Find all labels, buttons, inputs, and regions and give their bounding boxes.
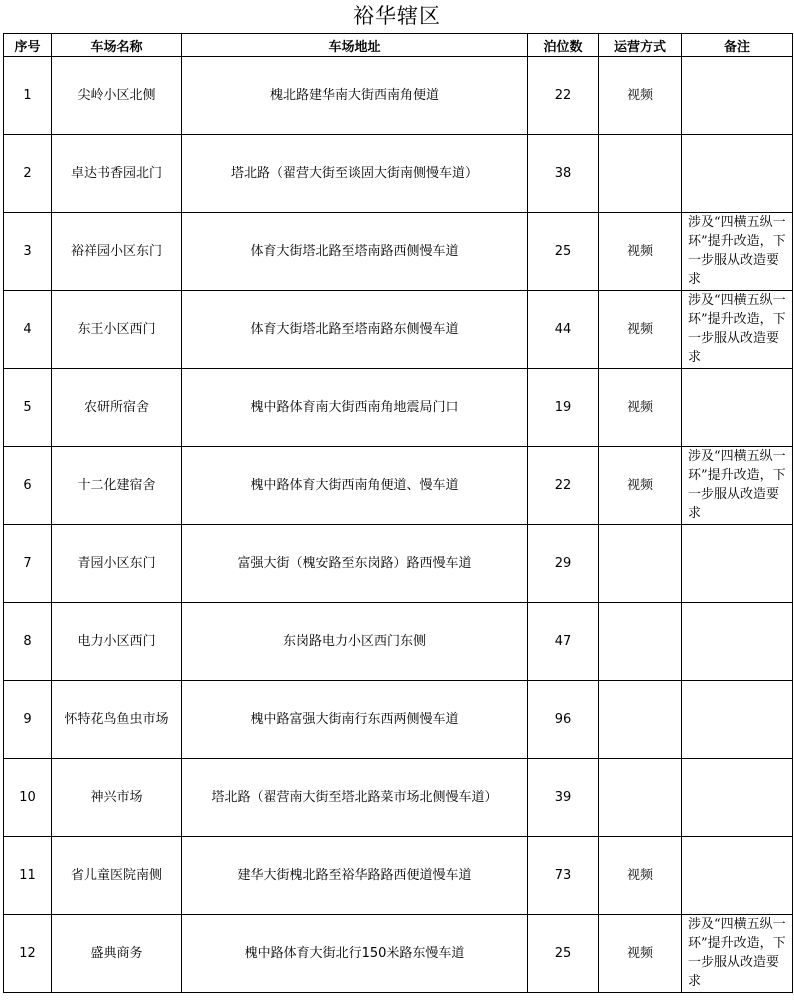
cell-address: 槐北路建华南大街西南角便道 bbox=[182, 57, 528, 135]
cell-spaces: 25 bbox=[528, 213, 599, 291]
cell-address: 槐中路体育大街西南角便道、慢车道 bbox=[182, 447, 528, 525]
header-spaces: 泊位数 bbox=[528, 34, 599, 57]
table-row bbox=[4, 447, 793, 525]
table-row bbox=[4, 213, 793, 291]
cell-index: 3 bbox=[4, 213, 52, 291]
cell-spaces: 22 bbox=[528, 57, 599, 135]
cell-operation bbox=[599, 681, 682, 759]
cell-name: 盛典商务 bbox=[52, 915, 182, 993]
cell-remark bbox=[682, 837, 793, 915]
cell-remark: 涉及“四横五纵一环”提升改造，下一步服从改造要求 bbox=[682, 447, 793, 525]
page-title: 裕华辖区 bbox=[353, 4, 441, 28]
cell-index: 4 bbox=[4, 291, 52, 369]
cell-name: 东王小区西门 bbox=[52, 291, 182, 369]
cell-index: 9 bbox=[4, 681, 52, 759]
cell-remark bbox=[682, 681, 793, 759]
cell-name: 神兴市场 bbox=[52, 759, 182, 837]
cell-name: 怀特花鸟鱼虫市场 bbox=[52, 681, 182, 759]
table-header-row bbox=[4, 34, 793, 57]
cell-spaces: 73 bbox=[528, 837, 599, 915]
cell-name: 尖岭小区北侧 bbox=[52, 57, 182, 135]
cell-name: 农研所宿舍 bbox=[52, 369, 182, 447]
table-row bbox=[4, 291, 793, 369]
cell-remark bbox=[682, 57, 793, 135]
cell-operation: 视频 bbox=[599, 915, 682, 993]
cell-remark bbox=[682, 759, 793, 837]
cell-operation bbox=[599, 525, 682, 603]
cell-index: 6 bbox=[4, 447, 52, 525]
cell-index: 7 bbox=[4, 525, 52, 603]
table-row bbox=[4, 759, 793, 837]
cell-operation bbox=[599, 135, 682, 213]
cell-spaces: 22 bbox=[528, 447, 599, 525]
cell-index: 8 bbox=[4, 603, 52, 681]
cell-index: 12 bbox=[4, 915, 52, 993]
cell-operation: 视频 bbox=[599, 447, 682, 525]
cell-name: 省儿童医院南侧 bbox=[52, 837, 182, 915]
header-index: 序号 bbox=[4, 34, 52, 57]
cell-address: 塔北路（翟营南大街至塔北路菜市场北侧慢车道） bbox=[182, 759, 528, 837]
cell-remark bbox=[682, 135, 793, 213]
cell-spaces: 38 bbox=[528, 135, 599, 213]
cell-name: 电力小区西门 bbox=[52, 603, 182, 681]
cell-operation bbox=[599, 603, 682, 681]
cell-remark bbox=[682, 369, 793, 447]
table-row bbox=[4, 57, 793, 135]
header-operation: 运营方式 bbox=[599, 34, 682, 57]
cell-remark: 涉及“四横五纵一环”提升改造，下一步服从改造要求 bbox=[682, 915, 793, 993]
cell-spaces: 96 bbox=[528, 681, 599, 759]
cell-address: 东岗路电力小区西门东侧 bbox=[182, 603, 528, 681]
cell-remark: 涉及“四横五纵一环”提升改造，下一步服从改造要求 bbox=[682, 213, 793, 291]
table-row bbox=[4, 681, 793, 759]
cell-spaces: 19 bbox=[528, 369, 599, 447]
cell-address: 体育大街塔北路至塔南路东侧慢车道 bbox=[182, 291, 528, 369]
header-remark: 备注 bbox=[682, 34, 793, 57]
table-row bbox=[4, 369, 793, 447]
header-address: 车场地址 bbox=[182, 34, 528, 57]
cell-remark bbox=[682, 603, 793, 681]
cell-remark: 涉及“四横五纵一环”提升改造，下一步服从改造要求 bbox=[682, 291, 793, 369]
cell-operation: 视频 bbox=[599, 57, 682, 135]
cell-spaces: 44 bbox=[528, 291, 599, 369]
cell-spaces: 25 bbox=[528, 915, 599, 993]
cell-address: 体育大街塔北路至塔南路西侧慢车道 bbox=[182, 213, 528, 291]
table-row bbox=[4, 525, 793, 603]
table-row bbox=[4, 135, 793, 213]
cell-operation: 视频 bbox=[599, 291, 682, 369]
table-row bbox=[4, 837, 793, 915]
cell-name: 青园小区东门 bbox=[52, 525, 182, 603]
cell-address: 塔北路（翟营大街至谈固大街南侧慢车道） bbox=[182, 135, 528, 213]
table-row bbox=[4, 915, 793, 993]
cell-address: 富强大街（槐安路至东岗路）路西慢车道 bbox=[182, 525, 528, 603]
header-name: 车场名称 bbox=[52, 34, 182, 57]
cell-name: 裕祥园小区东门 bbox=[52, 213, 182, 291]
cell-spaces: 39 bbox=[528, 759, 599, 837]
cell-name: 卓达书香园北门 bbox=[52, 135, 182, 213]
table-row bbox=[4, 603, 793, 681]
cell-address: 槐中路富强大街南行东西两侧慢车道 bbox=[182, 681, 528, 759]
cell-operation bbox=[599, 759, 682, 837]
cell-address: 建华大街槐北路至裕华路路西便道慢车道 bbox=[182, 837, 528, 915]
cell-address: 槐中路体育大街北行150米路东慢车道 bbox=[182, 915, 528, 993]
cell-index: 2 bbox=[4, 135, 52, 213]
parking-table bbox=[3, 33, 793, 993]
cell-name: 十二化建宿舍 bbox=[52, 447, 182, 525]
cell-operation: 视频 bbox=[599, 837, 682, 915]
cell-index: 10 bbox=[4, 759, 52, 837]
cell-address: 槐中路体育南大街西南角地震局门口 bbox=[182, 369, 528, 447]
cell-remark bbox=[682, 525, 793, 603]
cell-operation: 视频 bbox=[599, 213, 682, 291]
cell-index: 1 bbox=[4, 57, 52, 135]
cell-operation: 视频 bbox=[599, 369, 682, 447]
cell-index: 11 bbox=[4, 837, 52, 915]
cell-index: 5 bbox=[4, 369, 52, 447]
table-body bbox=[4, 57, 793, 993]
cell-spaces: 47 bbox=[528, 603, 599, 681]
cell-spaces: 29 bbox=[528, 525, 599, 603]
